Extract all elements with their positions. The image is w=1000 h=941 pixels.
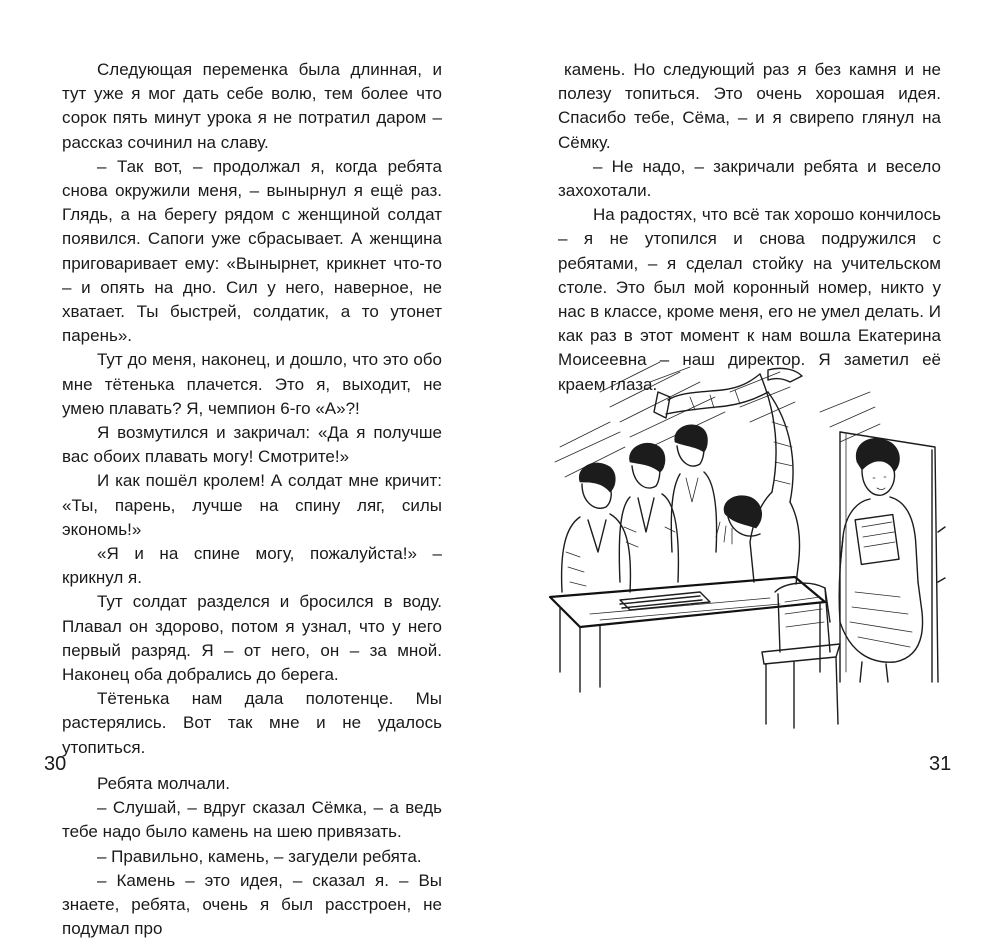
- paragraph: Тут солдат разделся и бросился в воду. Плавал он здорово, потом я узнал, что у него первый разряд. Я – от него, он – за мной. Наконец оба добрались до берега.: [62, 592, 442, 685]
- page-number: 31: [929, 753, 952, 775]
- paragraph: Я возмутился и закричал: «Да я получше вас обоих плавать могу! Смотрите!»: [62, 423, 442, 467]
- classmates-group: [562, 425, 717, 592]
- paragraph: «Я и на спине могу, пожалуйста!» – крикнул я.: [62, 544, 442, 588]
- wall-hatching: [555, 362, 880, 477]
- paragraph: Тётенька нам дала полотенце. Мы растерялись. Вот так мне и не удалось утопиться.: [62, 689, 442, 757]
- paragraph: камень. Но следующий раз я без камня и не полезу топиться. Это очень хорошая идея. Спасибо тебе, Сёма, – и я свирепо глянул на Сёмку.: [558, 60, 941, 152]
- teacher-desk: [550, 577, 825, 692]
- boy-handstand-on-teacher-desk-illustration: [540, 352, 950, 732]
- right-page-text: [558, 58, 941, 397]
- left-page-text: [62, 58, 442, 941]
- handstand-boy: [654, 368, 802, 584]
- paragraph: Тут до меня, наконец, и дошло, что это обо мне тётенька плачется. Это я, выходит, не умею плавать? Я, чемпион 6-го «А»?!: [62, 350, 442, 418]
- door-frame: [840, 432, 945, 682]
- paragraph: – Так вот, – продолжал я, когда ребята снова окружили меня, – вынырнул я ещё раз. Глядь, а на берегу рядом с женщиной солдат появился. Сапоги уже сбрасывает. А женщина приговаривает ему: «Вынырнет, крикнет что-то – и опять на дно. Сил у него, наверное, не хватает. Ты быстрей, солдатик, а то утонет парень».: [62, 156, 442, 346]
- director-figure: [839, 438, 922, 682]
- paragraph: На радостях, что всё так хорошо кончилось – я не утопился и снова подружился с ребятами, – я сделал стойку на учительском столе. Это был мой коронный номер, никто у нас в классе, кроме меня, его не умел делать. И как раз в этот момент к нам вошла Екатерина Моисеевна – наш директор. Я заметил её краем глаза.: [558, 205, 941, 394]
- paragraph: Следующая переменка была длинная, и тут уже я мог дать себе волю, тем более что сорок пять минут урока я не потратил даром – рассказ сочинил на славу.: [62, 60, 442, 152]
- page-number: 30: [44, 753, 67, 775]
- paragraph: – Камень – это идея, – сказал я. – Вы знаете, ребята, очень я был расстроен, не подумал про: [62, 870, 442, 939]
- paragraph: – Правильно, камень, – загудели ребята.: [97, 846, 422, 866]
- left-page: [0, 0, 500, 939]
- paragraph: И как пошёл кролем! А солдат мне кричит: «Ты, парень, лучше на спину ляг, силы экономь!»: [62, 471, 442, 539]
- paragraph: – Слушай, – вдруг сказал Сёмка, – а ведь тебе надо было камень на шею привязать.: [62, 798, 442, 842]
- paragraph: – Не надо, – закричали ребята и весело захохотали.: [558, 156, 941, 201]
- right-page: [500, 0, 1000, 827]
- paragraph: Ребята молчали.: [97, 773, 230, 793]
